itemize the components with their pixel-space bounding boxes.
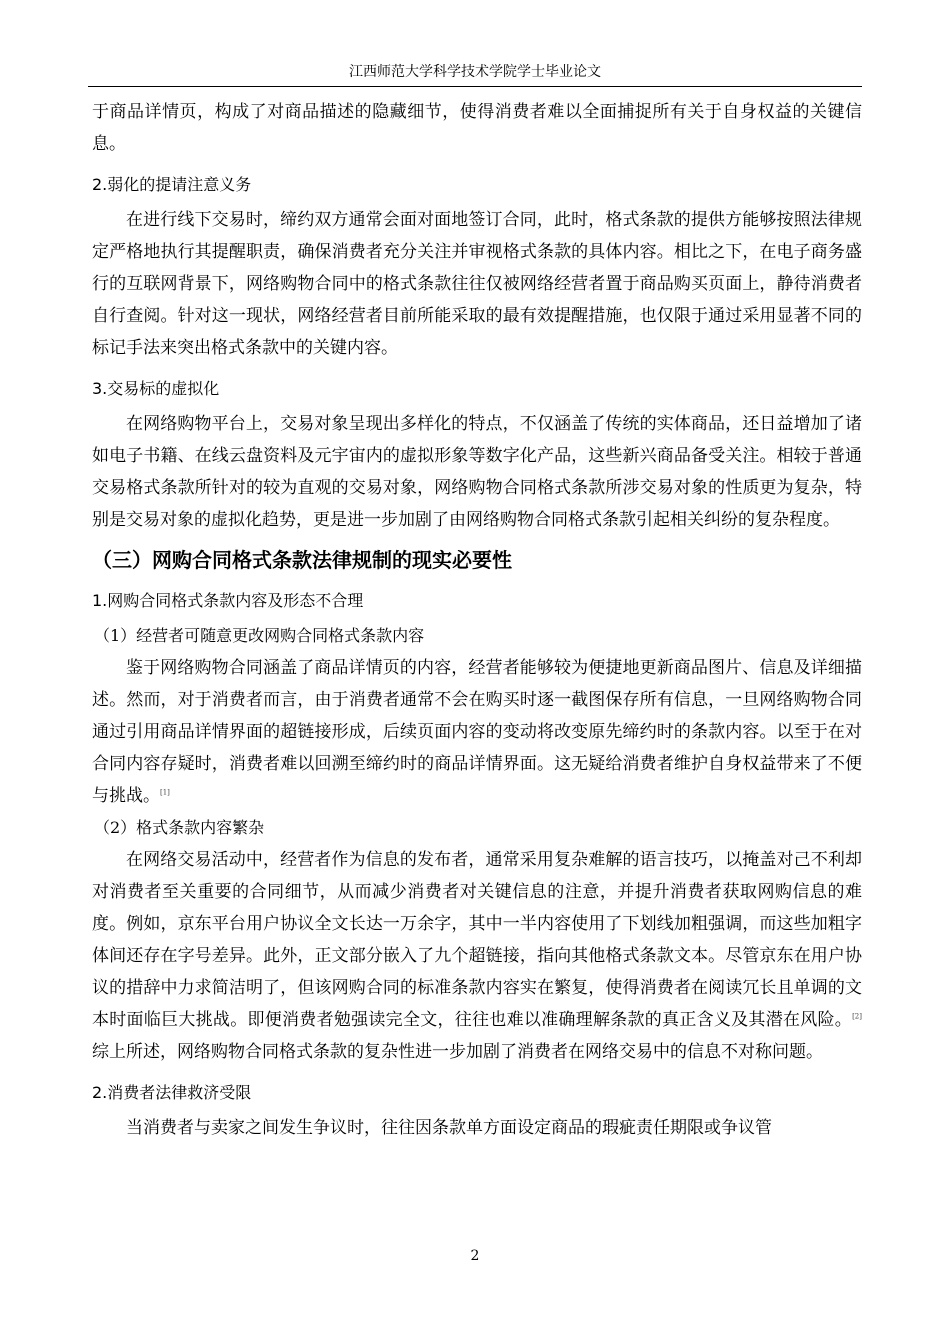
paragraph-text: 综上所述，网络购物合同格式条款的复杂性进一步加剧了消费者在网络交易中的信息不对称问题。 xyxy=(92,1042,823,1062)
paragraph-virtualized-subject: 在网络购物平台上，交易对象呈现出多样化的特点，不仅涵盖了传统的实体商品，还日益增加了诸如电子书籍、在线云盘资料及元宇宙内的虚拟形象等数字化产品，这些新兴商品备受关注。相较于普通交易格式条款所针对的较为直观的交易对象，网络购物合同格式条款所涉交易对象的性质更为复杂，特别是交易对象的虚拟化趋势，更是进一步加剧了由网络购物合同格式条款引起相关纠纷的复杂程度。 xyxy=(92,414,862,530)
paragraph-complex-terms xyxy=(92,844,862,1068)
subheading-unreasonable-terms: 1.网购合同格式条款内容及形态不合理 xyxy=(92,591,364,610)
header-rule xyxy=(88,86,862,87)
paragraph-notice-duty: 在进行线下交易时，缔约双方通常会面对面地签订合同，此时，格式条款的提供方能够按照法律规定严格地执行其提醒职责，确保消费者充分关注并审视格式条款的具体内容。相比之下，在电子商务盛行的互联网背景下，网络购物合同中的格式条款往往仅被网络经营者置于商品购买页面上，静待消费者自行查阅。针对这一现状，网络经营者目前所能采取的最有效提醒措施，也仅限于通过采用显著不同的标记手法来突出格式条款中的关键内容。 xyxy=(92,210,862,358)
paragraph-text: 在网络交易活动中，经营者作为信息的发布者，通常采用复杂难解的语言技巧，以掩盖对己不利却对消费者至关重要的合同细节，从而减少消费者对关键信息的注意，并提升消费者获取网购信息的难度。例如，京东平台用户协议全文长达一万余字，其中一半内容使用了下划线加粗强调，而这些加粗字体间还存在字号差异。此外，正文部分嵌入了九个超链接，指向其他格式条款文本。尽管京东在用户协议的措辞中力求简洁明了，但该网购合同的标准条款内容实在繁复，使得消费者在阅读冗长且单调的文本时面临巨大挑战。即便消费者勉强读完全文，往往也难以准确理解条款的真正含义及其潜在风险。 xyxy=(92,850,862,1030)
citation-ref-1: [1] xyxy=(160,788,170,797)
item-heading-modify-terms: （1）经营者可随意更改网购合同格式条款内容 xyxy=(94,626,425,645)
page-number: 2 xyxy=(470,1248,480,1264)
item-heading-complex-terms: （2）格式条款内容繁杂 xyxy=(94,818,265,837)
paragraph-legal-remedy: 当消费者与卖家之间发生争议时，往往因条款单方面设定商品的瑕疵责任期限或争议管 xyxy=(126,1118,772,1138)
citation-ref-2: [2] xyxy=(852,1012,862,1021)
subheading-virtualized-subject: 3.交易标的虚拟化 xyxy=(92,379,220,398)
paragraph-modify-terms xyxy=(92,652,862,812)
page-body xyxy=(92,96,862,1144)
paragraph-text: 鉴于网络购物合同涵盖了商品详情页的内容，经营者能够较为便捷地更新商品图片、信息及详细描述。然而，对于消费者而言，由于消费者通常不会在购买时逐一截图保存所有信息，一旦网络购物合同通过引用商品详情界面的超链接形成，后续页面内容的变动将改变原先缔约时的条款内容。以至于在对合同内容存疑时，消费者难以回溯至缔约时的商品详情界面。这无疑给消费者维护自身权益带来了不便与挑战。 xyxy=(92,658,862,806)
running-header: 江西师范大学科学技术学院学士毕业论文 xyxy=(349,64,601,80)
subheading-legal-remedy: 2.消费者法律救济受限 xyxy=(92,1083,252,1102)
paragraph-continuation: 于商品详情页，构成了对商品描述的隐藏细节，使得消费者难以全面捕捉所有关于自身权益的关键信息。 xyxy=(92,102,862,154)
section-heading-necessity: （三）网购合同格式条款法律规制的现实必要性 xyxy=(92,548,512,572)
subheading-weakened-notice-duty: 2.弱化的提请注意义务 xyxy=(92,175,252,194)
